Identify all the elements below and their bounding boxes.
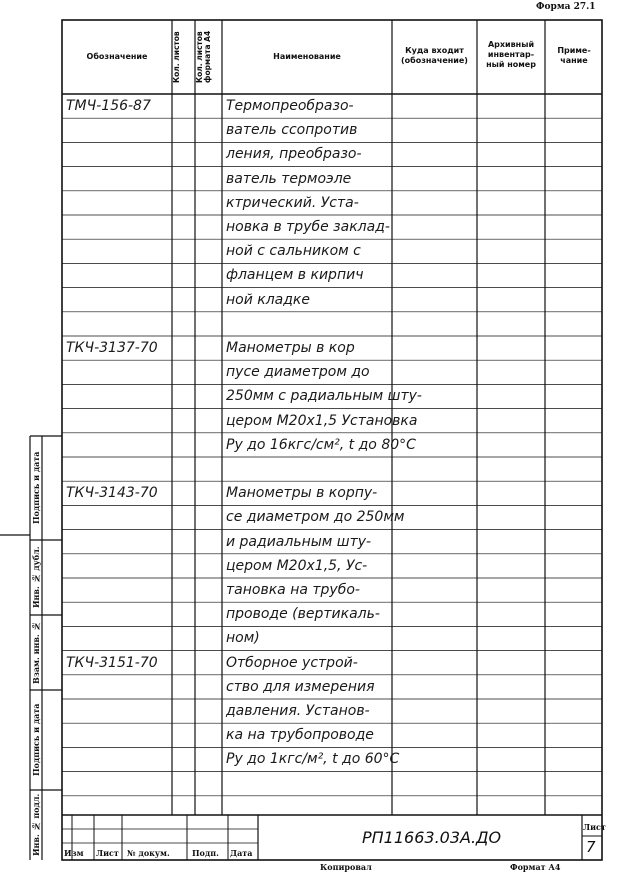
entry-name-line: Термопреобразо-: [226, 98, 354, 114]
entry-name-line: ватель ссопротив: [226, 122, 358, 139]
entry-name-line: и радиальным шту-: [226, 533, 372, 550]
entry-designation: ТМЧ-156-87: [66, 98, 151, 114]
entry-designation: ТКЧ-3143-70: [66, 485, 158, 502]
entry-designation: ТКЧ-3137-70: [66, 340, 158, 356]
entry-name-line: давления. Установ-: [226, 703, 370, 719]
entry-name-line: ка на трубопроводе: [226, 727, 374, 744]
entry-name-line: проводе (вертикаль-: [226, 606, 380, 623]
entry-name-line: цером М20х1,5 Установка: [226, 412, 418, 429]
entry-name-line: ктрический. Уста-: [226, 194, 359, 211]
entry-name-line: Манометры в корпу-: [226, 485, 378, 502]
form-label: Форма 27.1: [536, 2, 596, 12]
entry-name-line: Ру до 16кгс/см², t до 80°С: [226, 436, 416, 453]
doc-code: РП11663.03А.ДО: [362, 828, 502, 847]
header-name: Наименование: [273, 52, 341, 61]
entry-designation: ТКЧ-3151-70: [66, 654, 158, 671]
side-label-sign-date-2: Подпись и дата: [31, 451, 41, 525]
entry-name-line: Отборное устрой-: [226, 654, 358, 671]
entry-name-line: ном): [226, 630, 260, 647]
entry-name-line: новка в трубе заклад-: [226, 219, 390, 235]
entry-name-line: пусе диаметром до: [226, 364, 370, 381]
side-label-vzam-inv: Взам. инв. №: [31, 621, 41, 684]
entry-name-line: 250мм с радиальным шту-: [226, 388, 422, 405]
tb-doc-no: № докум.: [127, 848, 170, 858]
sheet-number: 7: [586, 838, 596, 856]
tb-sign: Подп.: [192, 848, 219, 858]
entry-name-line: цером М20х1,5, Ус-: [226, 557, 368, 574]
header-sheets-a4: Кол. листов формата А4: [195, 30, 212, 84]
header-designation: Обозначение: [86, 52, 148, 61]
entry-name-line: Манометры в кор: [226, 340, 355, 356]
side-label-inv-podl: Инв. № подл.: [31, 793, 41, 857]
footer-format: Формат А4: [510, 862, 561, 872]
entry-name-line: ной с сальником с: [226, 243, 361, 260]
footer-copied: Копировал: [320, 862, 372, 872]
entry-name-line: тановка на трубо-: [226, 582, 360, 598]
tb-date: Дата: [230, 848, 253, 858]
sheet-label: Лист: [583, 822, 606, 832]
header-archive-no: Архивный инвентар-ный номер: [486, 40, 536, 69]
entry-name-line: ватель термоэле: [226, 170, 352, 187]
side-label-inv-dubl: Инв. № дубл.: [31, 546, 41, 609]
entry-name-line: ной кладке: [226, 291, 310, 308]
entry-name-line: Ру до 1кгс/м², t до 60°С: [226, 751, 400, 768]
header-note: Приме-чание: [557, 46, 591, 65]
entry-name-line: ство для измерения: [226, 678, 375, 695]
header-sheets: Кол. листов: [172, 31, 181, 83]
tb-izm: Изм: [64, 848, 84, 858]
side-label-sign-date-1: Подпись и дата: [31, 703, 41, 777]
tb-list: Лист: [96, 848, 119, 858]
entry-name-line: ления, преобразо-: [226, 146, 362, 163]
entry-name-line: се диаметром до 250мм: [226, 509, 405, 526]
header-where-used: Куда входит (обозначение): [401, 46, 468, 65]
entry-name-line: фланцем в кирпич: [226, 267, 364, 284]
